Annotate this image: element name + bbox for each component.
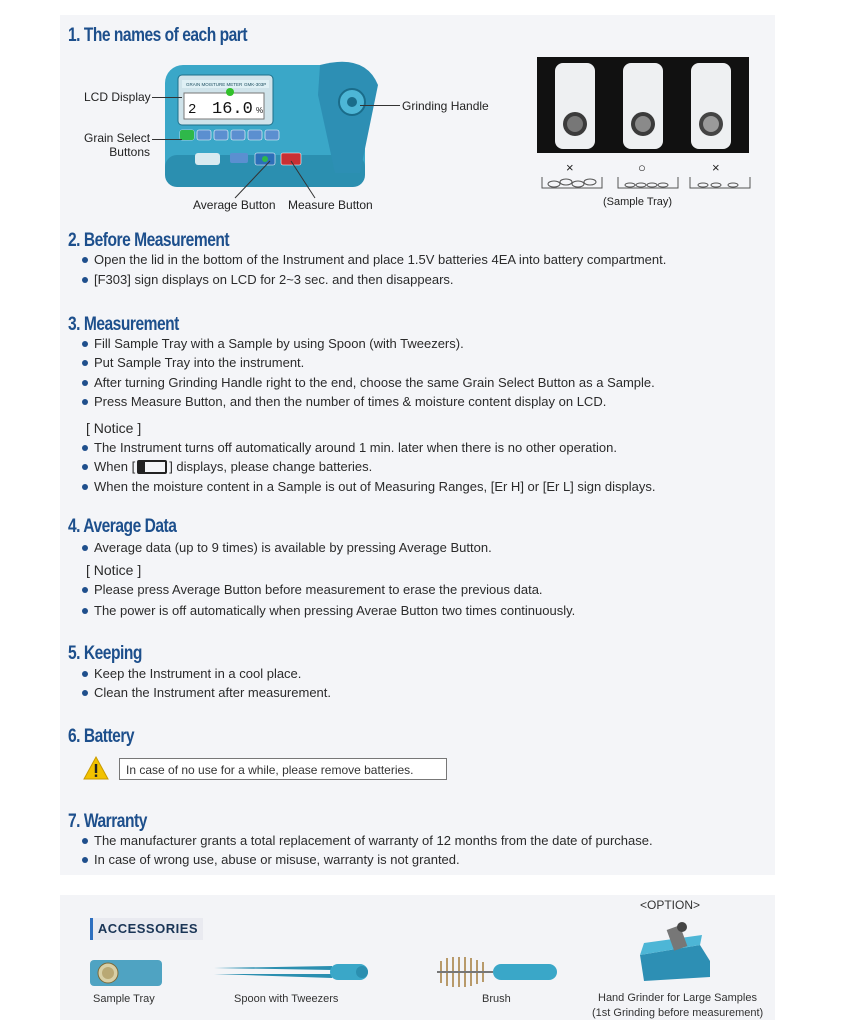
hand-grinder-image [630,915,720,987]
label-grinding-handle: Grinding Handle [402,99,489,113]
notice-item-2-end: ] displays, please change batteries. [169,459,373,474]
label-grain-select-1: Grain Select [84,131,151,145]
section-title-keeping: 5. Keeping [68,643,142,664]
section-title-warranty: 7. Warranty [68,811,147,832]
section-title-battery: 6. Battery [68,726,135,747]
caption-sample-tray: Sample Tray [93,993,155,1005]
keeping-item-1: Keep the Instrument in a cool place. [82,666,301,681]
accessories-title: ACCESSORIES [90,918,203,940]
callout-grinding [360,105,400,106]
device-name: GRAIN MOISTURE METER [186,82,243,87]
lcd-unit: % [256,106,264,115]
before-item-1: Open the lid in the bottom of the Instrument and place 1.5V batteries 4EA into battery compartment. [82,252,666,267]
device-model: GMK-303P [244,82,267,87]
callouts-buttons [225,155,325,200]
measure-item-4: Press Measure Button, and then the number of times & moisture content display on LCD. [82,394,606,409]
before-item-2: [F303] sign displays on LCD for 2~3 sec. and then disappears. [82,272,454,287]
measure-item-1: Fill Sample Tray with a Sample by using Spoon (with Tweezers). [82,336,464,351]
section-title-names: 1. The names of each part [68,25,248,46]
notice-item-1: The Instrument turns off automatically around 1 min. later when there is no other operation. [82,440,617,455]
battery-icon [137,460,167,474]
caption-spoon-tweezers: Spoon with Tweezers [234,993,339,1005]
measure-item-3: After turning Grinding Handle right to the end, choose the same Grain Select Button as a Sample. [82,375,655,390]
average-notice-2: The power is off automatically when pressing Averae Button two times continuously. [82,603,575,618]
battery-warning-box: In case of no use for a while, please remove batteries. [119,758,447,780]
label-lcd-display: LCD Display [84,90,151,104]
caption-grinder-2: (1st Grinding before measurement) [592,1007,764,1019]
average-item-1: Average data (up to 9 times) is available by pressing Average Button. [82,540,492,555]
average-notice-1: Please press Average Button before measurement to erase the previous data. [82,582,543,597]
section-title-measurement: 3. Measurement [68,314,179,335]
notice-heading-1: [ Notice ] [86,420,142,436]
tray-mark-1: × [566,160,574,175]
section-title-before: 2. Before Measurement [68,230,230,251]
caption-grinder-1: Hand Grinder for Large Samples [598,992,757,1004]
section-title-average: 4. Average Data [68,516,177,537]
sample-tray-image [88,957,164,989]
warranty-item-1: The manufacturer grants a total replacement of warranty of 12 months from the date of purchase. [82,833,653,848]
tray-mark-3: × [712,160,720,175]
measure-item-2: Put Sample Tray into the instrument. [82,355,304,370]
callout-grain [152,139,182,140]
warranty-item-2: In case of wrong use, abuse or misuse, warranty is not granted. [82,852,460,867]
notice-item-2-start: When [ [94,459,136,474]
tray-diagrams [540,173,752,191]
tray-caption: (Sample Tray) [603,196,673,208]
callout-lcd [152,97,182,98]
keeping-item-2: Clean the Instrument after measurement. [82,685,331,700]
notice-item-3: When the moisture content in a Sample is out of Measuring Ranges, [Er H] or [Er L] sign displays. [82,479,655,494]
lcd-value: 16.0 [212,100,253,119]
option-label: <OPTION> [640,898,701,912]
sample-tray-photo [537,57,749,153]
brush-image [435,955,560,989]
caption-brush: Brush [482,993,511,1005]
label-average-button: Average Button [193,198,276,212]
label-grain-select-2: Buttons [109,145,150,159]
warning-icon [82,755,110,781]
notice-heading-2: [ Notice ] [86,562,142,578]
tray-mark-2: ○ [638,160,646,175]
label-measure-button: Measure Button [288,198,373,212]
notice-item-2 [82,459,372,475]
spoon-tweezers-image [212,960,374,984]
lcd-count: 2 [188,102,197,118]
